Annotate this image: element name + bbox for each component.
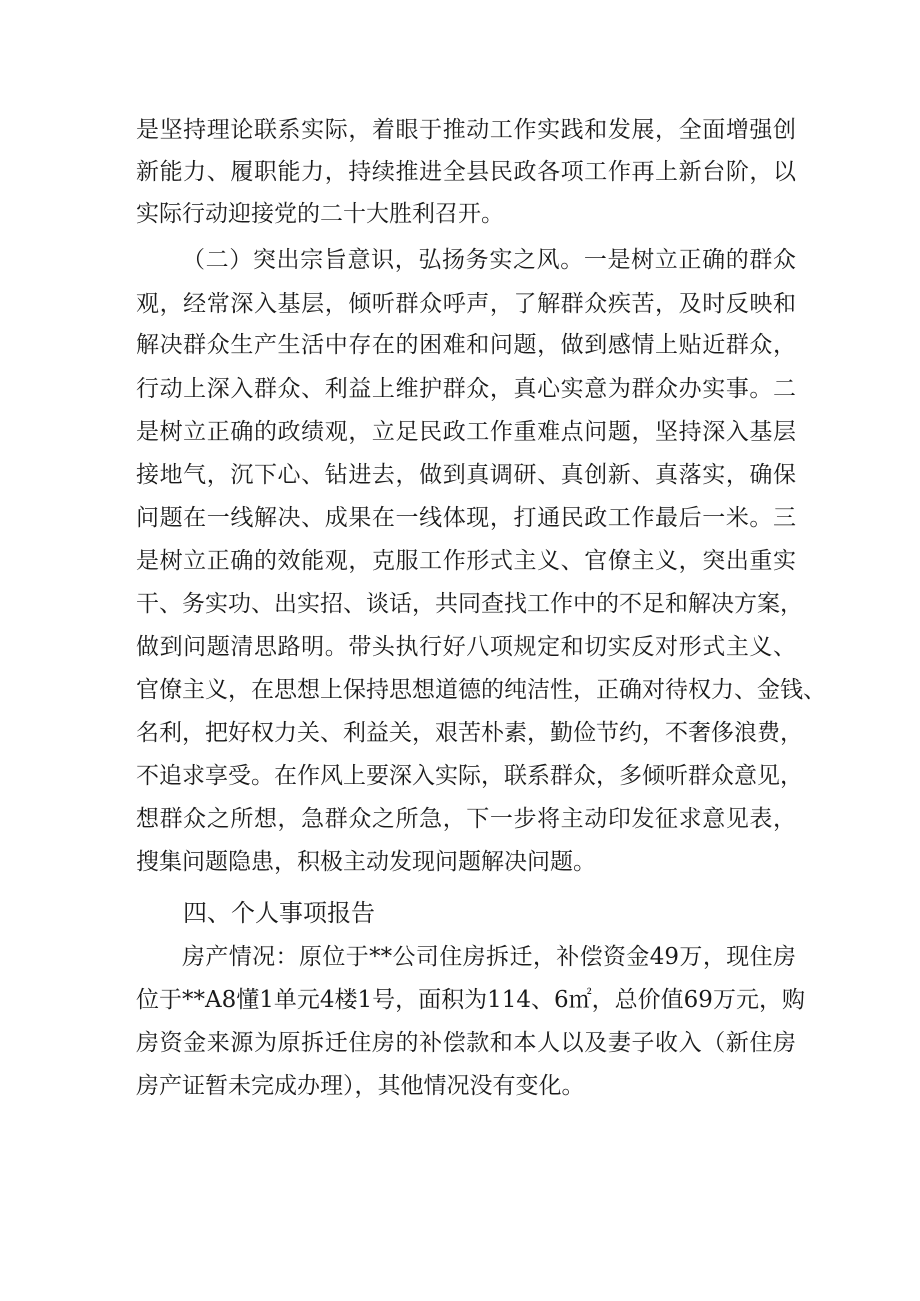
section-heading: 四、个人事项报告 bbox=[183, 899, 375, 927]
paragraph-2-line-5: 是树立正确的政绩观，立足民政工作重难点问题，坚持深入基层 bbox=[136, 419, 796, 445]
paragraph-3-line-1: 房产情况：原位于**公司住房拆迁，补偿资金49万，现住房 bbox=[182, 944, 796, 970]
paragraph-2-line-6: 接地气，沉下心、钻进去，做到真调研、真创新、真落实，确保 bbox=[136, 462, 796, 488]
paragraph-3-line-2: 位于**A8懂1单元4楼1号，面积为114、6㎡，总价值69万元，购 bbox=[136, 987, 805, 1013]
paragraph-2-line-9: 干、务实功、出实招、谈话，共同查找工作中的不足和解决方案， bbox=[136, 591, 803, 617]
paragraph-2-line-15: 搜集问题隐患，积极主动发现问题解决问题。 bbox=[136, 849, 596, 875]
paragraph-2-line-7: 问题在一线解决、成果在一线体现，打通民政工作最后一米。三 bbox=[136, 505, 796, 531]
paragraph-2-line-1: （二）突出宗旨意识，弘扬务实之风。一是树立正确的群众 bbox=[182, 247, 796, 273]
paragraph-2-line-4: 行动上深入群众、利益上维护群众，真心实意为群众办实事。二 bbox=[136, 376, 796, 402]
paragraph-2-line-2: 观，经常深入基层，倾听群众呼声，了解群众疾苦，及时反映和 bbox=[136, 291, 796, 317]
paragraph-2-line-8: 是树立正确的效能观，克服工作形式主义、官僚主义，突出重实 bbox=[136, 548, 796, 574]
paragraph-2-line-3: 解决群众生产生活中存在的困难和问题，做到感情上贴近群众， bbox=[136, 332, 796, 358]
paragraph-3-line-3: 房资金来源为原拆迁住房的补偿款和本人以及妻子收入（新住房 bbox=[136, 1030, 796, 1056]
paragraph-2-line-11: 官僚主义，在思想上保持思想道德的纯洁性，正确对待权力、金钱、 bbox=[136, 677, 826, 703]
paragraph-2-line-14: 想群众之所想，急群众之所急，下一步将主动印发征求意见表， bbox=[136, 806, 796, 832]
paragraph-1-line-1: 是坚持理论联系实际，着眼于推动工作实践和发展，全面增强创 bbox=[136, 117, 796, 143]
paragraph-2-line-10: 做到问题清思路明。带头执行好八项规定和切实反对形式主义、 bbox=[136, 634, 796, 660]
paragraph-2-line-13: 不追求享受。在作风上要深入实际，联系群众，多倾听群众意见， bbox=[136, 763, 803, 789]
paragraph-1-line-3: 实际行动迎接党的二十大胜利召开。 bbox=[136, 201, 504, 227]
paragraph-2-line-12: 名利，把好权力关、利益关，艰苦朴素，勤俭节约，不奢侈浪费， bbox=[136, 720, 803, 746]
paragraph-3-line-4: 房产证暂未完成办理），其他情况没有变化。 bbox=[136, 1073, 585, 1099]
paragraph-1-line-2: 新能力、履职能力，持续推进全县民政各项工作再上新台阶，以 bbox=[136, 159, 796, 185]
